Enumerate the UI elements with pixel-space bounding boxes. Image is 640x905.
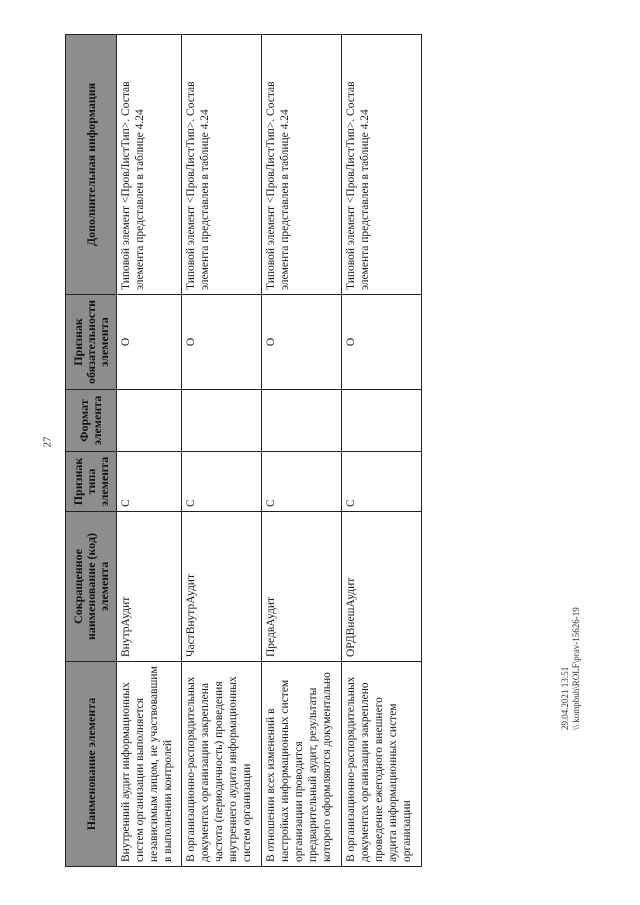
- cell-element-code: ВнутрАудит: [117, 512, 182, 662]
- cell-element-format: [117, 390, 182, 452]
- cell-additional-info: Типовой элемент <ПровЛистТип>. Состав элемента представлен в таблице 4.24: [182, 35, 262, 295]
- cell-element-required: О: [182, 295, 262, 390]
- cell-additional-info: Типовой элемент <ПровЛистТип>. Состав элемента представлен в таблице 4.24: [341, 35, 421, 295]
- cell-element-format: [262, 390, 342, 452]
- cell-additional-info: Типовой элемент <ПровЛистТип>. Состав элемента представлен в таблице 4.24: [117, 35, 182, 295]
- header-element-code: Сокращенное наименование (код) элемента: [66, 512, 117, 662]
- table-row: [117, 35, 182, 867]
- cell-element-required: О: [341, 295, 421, 390]
- cell-element-required: О: [117, 295, 182, 390]
- header-element-type: Признак типа элемента: [66, 452, 117, 512]
- footer-path: \\ kompbuh\ROLF\prav-15626-19: [571, 607, 581, 730]
- table-header-row: [66, 35, 117, 867]
- table-row: [262, 35, 342, 867]
- cell-element-type: С: [341, 452, 421, 512]
- cell-element-required: О: [262, 295, 342, 390]
- cell-element-name: Внутренний аудит информационных систем организации выполняется независимым лицом, не участвовавшим в выполнении контролей: [117, 662, 182, 867]
- cell-element-type: С: [262, 452, 342, 512]
- header-element-name: Наименование элемента: [66, 662, 117, 867]
- cell-element-code: ЧастВнутрАудит: [182, 512, 262, 662]
- elements-table-container: [65, 35, 422, 867]
- footer-timestamp: 29.04.2021 13:51: [560, 666, 570, 730]
- cell-element-name: В отношении всех изменений в настройках информационных систем организации проводится предварительный аудит, результаты которого оформляются документально: [262, 662, 342, 867]
- cell-element-code: ПредвАудит: [262, 512, 342, 662]
- table-row: [341, 35, 421, 867]
- page-number: 27: [41, 436, 54, 448]
- cell-element-type: С: [117, 452, 182, 512]
- cell-element-format: [341, 390, 421, 452]
- header-additional-info: Дополнительная информация: [66, 35, 117, 295]
- cell-element-type: С: [182, 452, 262, 512]
- cell-element-name: В организационно-распорядительных документах организации закреплено проведение ежегодного внешнего аудита информационных систем организации: [341, 662, 421, 867]
- cell-element-format: [182, 390, 262, 452]
- cell-element-code: ОРДВнешАудит: [341, 512, 421, 662]
- cell-additional-info: Типовой элемент <ПровЛистТип>. Состав элемента представлен в таблице 4.24: [262, 35, 342, 295]
- header-element-required: Признак обязательности элемента: [66, 295, 117, 390]
- table-row: [182, 35, 262, 867]
- cell-element-name: В организационно-распорядительных документах организации закреплена частота (периодичность) проведения внутреннего аудита информационных систем организации: [182, 662, 262, 867]
- document-footer: [560, 607, 582, 730]
- header-element-format: Формат элемента: [66, 390, 117, 452]
- elements-table: [65, 34, 422, 867]
